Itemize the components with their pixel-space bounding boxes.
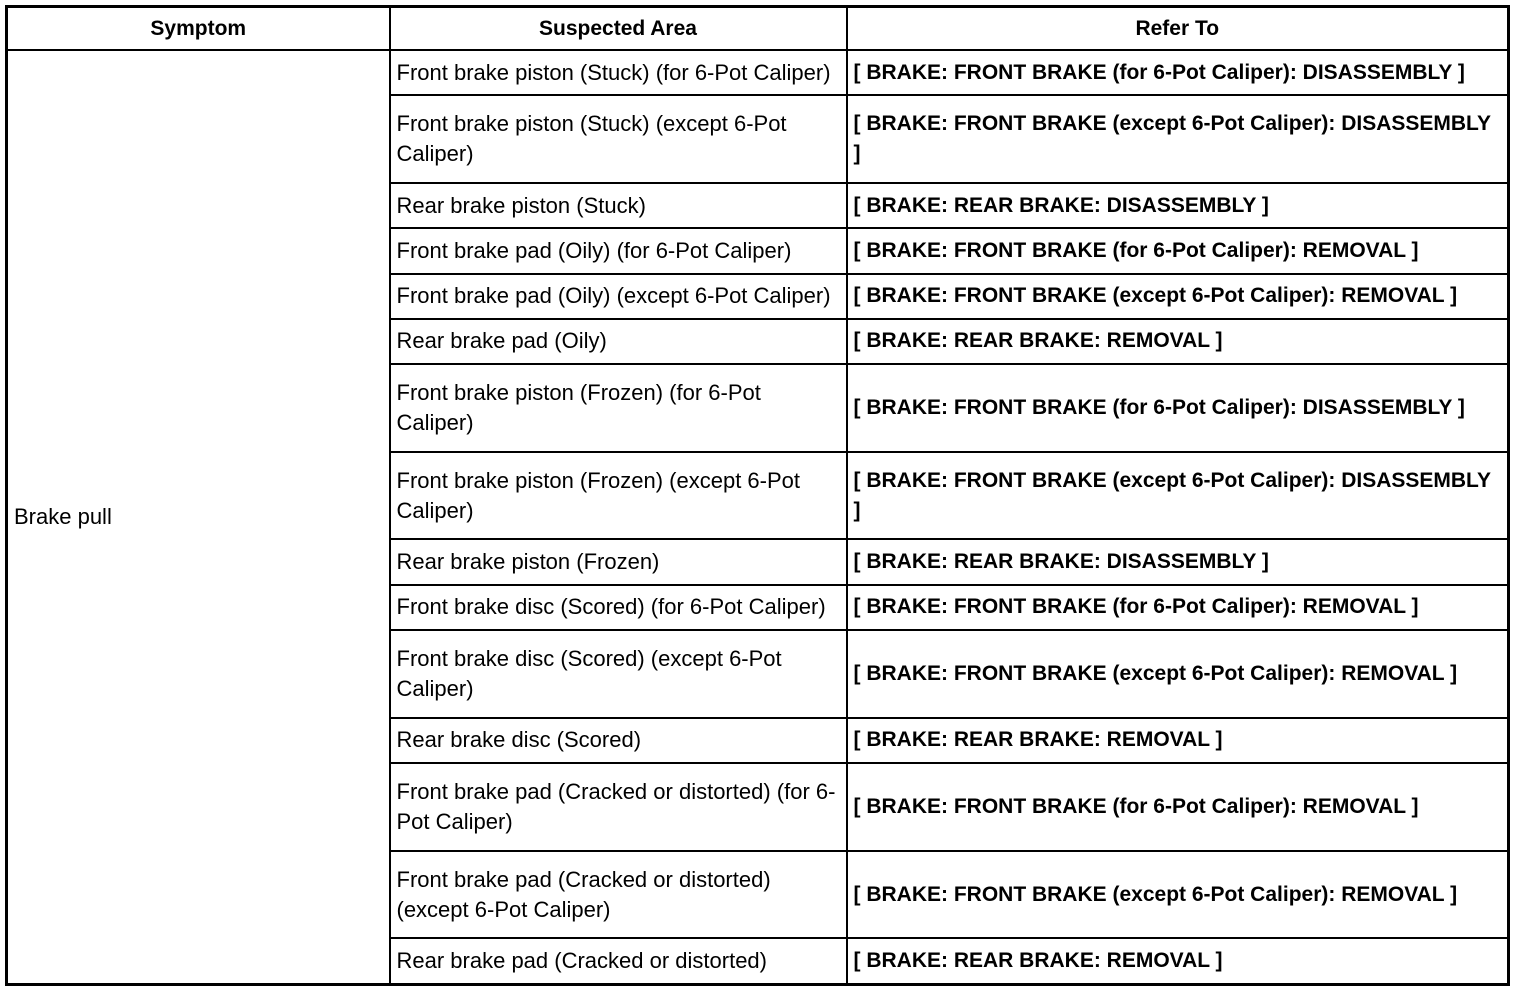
suspected-area-cell: Rear brake piston (Frozen) bbox=[390, 539, 847, 584]
header-suspected-area: Suspected Area bbox=[390, 7, 847, 51]
refer-to-cell: [ BRAKE: REAR BRAKE: REMOVAL ] bbox=[847, 938, 1509, 984]
table-header bbox=[7, 7, 1509, 51]
suspected-area-cell: Rear brake pad (Cracked or distorted) bbox=[390, 938, 847, 984]
suspected-area-cell: Rear brake disc (Scored) bbox=[390, 718, 847, 763]
refer-to-cell: [ BRAKE: FRONT BRAKE (for 6-Pot Caliper): DISASSEMBLY ] bbox=[847, 50, 1509, 95]
refer-to-cell: [ BRAKE: FRONT BRAKE (for 6-Pot Caliper): REMOVAL ] bbox=[847, 585, 1509, 630]
suspected-area-cell: Front brake pad (Oily) (for 6-Pot Caliper) bbox=[390, 228, 847, 273]
header-symptom: Symptom bbox=[7, 7, 390, 51]
suspected-area-cell: Front brake piston (Frozen) (for 6-Pot Caliper) bbox=[390, 364, 847, 452]
refer-to-cell: [ BRAKE: REAR BRAKE: REMOVAL ] bbox=[847, 718, 1509, 763]
suspected-area-cell: Front brake pad (Oily) (except 6-Pot Caliper) bbox=[390, 274, 847, 319]
refer-to-cell: [ BRAKE: REAR BRAKE: DISASSEMBLY ] bbox=[847, 539, 1509, 584]
refer-to-cell: [ BRAKE: FRONT BRAKE (except 6-Pot Caliper): DISASSEMBLY ] bbox=[847, 452, 1509, 540]
troubleshooting-table bbox=[5, 5, 1510, 986]
refer-to-cell: [ BRAKE: FRONT BRAKE (except 6-Pot Caliper): REMOVAL ] bbox=[847, 630, 1509, 718]
refer-to-cell: [ BRAKE: REAR BRAKE: REMOVAL ] bbox=[847, 319, 1509, 364]
header-refer-to: Refer To bbox=[847, 7, 1509, 51]
suspected-area-cell: Front brake piston (Stuck) (except 6-Pot Caliper) bbox=[390, 95, 847, 183]
suspected-area-cell: Front brake pad (Cracked or distorted) (except 6-Pot Caliper) bbox=[390, 851, 847, 939]
table-body bbox=[7, 50, 1509, 985]
suspected-area-cell: Rear brake pad (Oily) bbox=[390, 319, 847, 364]
refer-to-cell: [ BRAKE: FRONT BRAKE (except 6-Pot Caliper): REMOVAL ] bbox=[847, 851, 1509, 939]
suspected-area-cell: Front brake pad (Cracked or distorted) (for 6-Pot Caliper) bbox=[390, 763, 847, 851]
table-row bbox=[7, 50, 1509, 95]
refer-to-cell: [ BRAKE: FRONT BRAKE (for 6-Pot Caliper): REMOVAL ] bbox=[847, 763, 1509, 851]
refer-to-cell: [ BRAKE: FRONT BRAKE (except 6-Pot Caliper): DISASSEMBLY ] bbox=[847, 95, 1509, 183]
suspected-area-cell: Front brake piston (Stuck) (for 6-Pot Caliper) bbox=[390, 50, 847, 95]
suspected-area-cell: Front brake disc (Scored) (except 6-Pot Caliper) bbox=[390, 630, 847, 718]
refer-to-cell: [ BRAKE: FRONT BRAKE (for 6-Pot Caliper): REMOVAL ] bbox=[847, 228, 1509, 273]
suspected-area-cell: Front brake piston (Frozen) (except 6-Pot Caliper) bbox=[390, 452, 847, 540]
refer-to-cell: [ BRAKE: FRONT BRAKE (except 6-Pot Caliper): REMOVAL ] bbox=[847, 274, 1509, 319]
refer-to-cell: [ BRAKE: REAR BRAKE: DISASSEMBLY ] bbox=[847, 183, 1509, 228]
header-row bbox=[7, 7, 1509, 51]
symptom-cell: Brake pull bbox=[7, 50, 390, 985]
suspected-area-cell: Front brake disc (Scored) (for 6-Pot Caliper) bbox=[390, 585, 847, 630]
suspected-area-cell: Rear brake piston (Stuck) bbox=[390, 183, 847, 228]
refer-to-cell: [ BRAKE: FRONT BRAKE (for 6-Pot Caliper): DISASSEMBLY ] bbox=[847, 364, 1509, 452]
